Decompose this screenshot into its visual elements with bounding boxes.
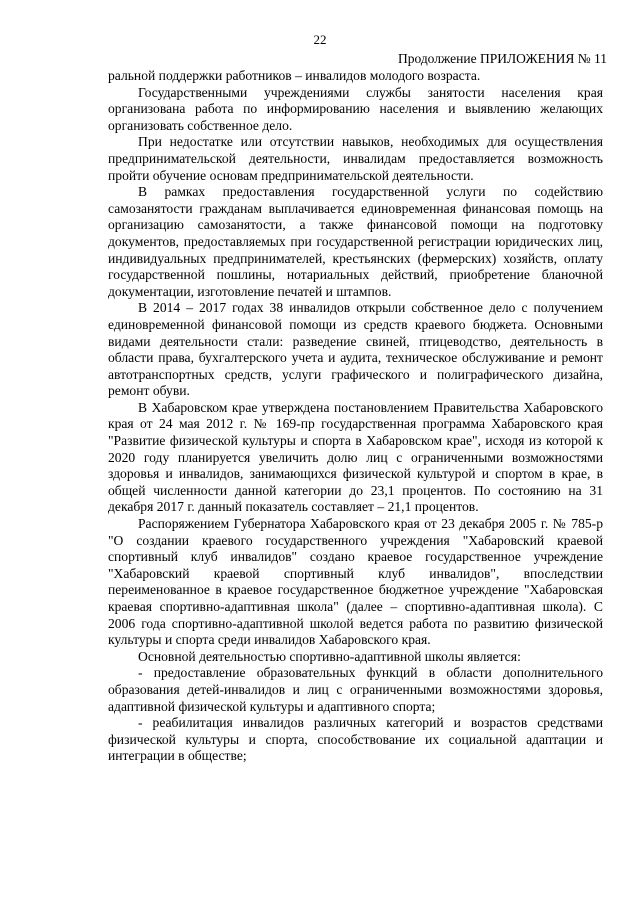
appendix-label: Продолжение ПРИЛОЖЕНИЯ № 11: [397, 51, 607, 66]
list-item: - реабилитация инвалидов различных категорий и возрастов средствами физической культуры и спорта, способствование их социальной адаптации и интеграции в обществе;: [108, 715, 603, 764]
paragraph: ральной поддержки работников – инвалидов молодого возраста.: [108, 68, 481, 83]
paragraph: В 2014 – 2017 годах 38 инвалидов открыли собственное дело с получением единовременной финансовой помощи из средств краевого бюджета. Основными видами деятельности стали: разведение свиней, птицеводство, деятельность в области права, бухгалтерского учета и аудита, техническое обслуживание и ремонт автотранспортных средств, услуги графического и полиграфического дизайна, ремонт обуви.: [108, 300, 603, 399]
paragraph: Основной деятельностью спортивно-адаптивной школы является:: [138, 648, 521, 664]
paragraph: В Хабаровском крае утверждена постановлением Правительства Хабаровского края от 24 мая 2012 г. № 169-пр государственная программа Хабаровского края "Развитие физической культуры и спорта в Хабаровском крае", исходя из которой к 2020 году планируется увеличить долю лиц с ограниченными возможностями здоровья и инвалидов, занимающихся физической культурой и спортом в крае, в общей численности данной категории до 23,1 процентов. По состоянию на 31 декабря 2017 г. данный показатель составляет – 21,1 процентов.: [108, 399, 603, 515]
paragraph: Государственными учреждениями службы занятости населения края организована работа по информированию населения и выявлению желающих организовать собственное дело.: [108, 84, 603, 133]
paragraph: При недостатке или отсутствии навыков, необходимых для осуществления предпринимательской деятельности, инвалидам предоставляется возможность пройти обучение основам предпринимательской деятельности.: [108, 134, 603, 183]
document-body: [108, 68, 603, 765]
list-item: - предоставление образовательных функций в области дополнительного образования детей-инвалидов и лиц с ограниченными возможностями здоровья, адаптивной физической культуры и адаптивного спорта;: [108, 665, 603, 714]
paragraph: Распоряжением Губернатора Хабаровского края от 23 декабря 2005 г. № 785-р "О создании краевого государственного учреждения "Хабаровский краевой спортивный клуб инвалидов" создано краевое государственное учреждение "Хабаровский краевой спортивный клуб инвалидов", впоследствии переименованное в краевое государственное бюджетное учреждение "Хабаровская краевая спортивно-адаптивная школа" (далее – спортивно-адаптивная школа). С 2006 года спортивно-адаптивной школой ведется работа по развитию физической культуры и спорта среди инвалидов Хабаровского края.: [108, 516, 603, 648]
page-number: 22: [313, 32, 327, 47]
paragraph: В рамках предоставления государственной услуги по содействию самозанятости гражданам выплачивается единовременная финансовая помощь на организацию самозанятости, а также финансовой помощи на подготовку документов, предоставляемых при государственной регистрации юридических лиц, индивидуальных предпринимателей, крестьянских (фермерских) хозяйств, оплату государственной пошлины, нотариальных действий, приобретение бланочной документации, изготовление печатей и штампов.: [108, 184, 603, 299]
